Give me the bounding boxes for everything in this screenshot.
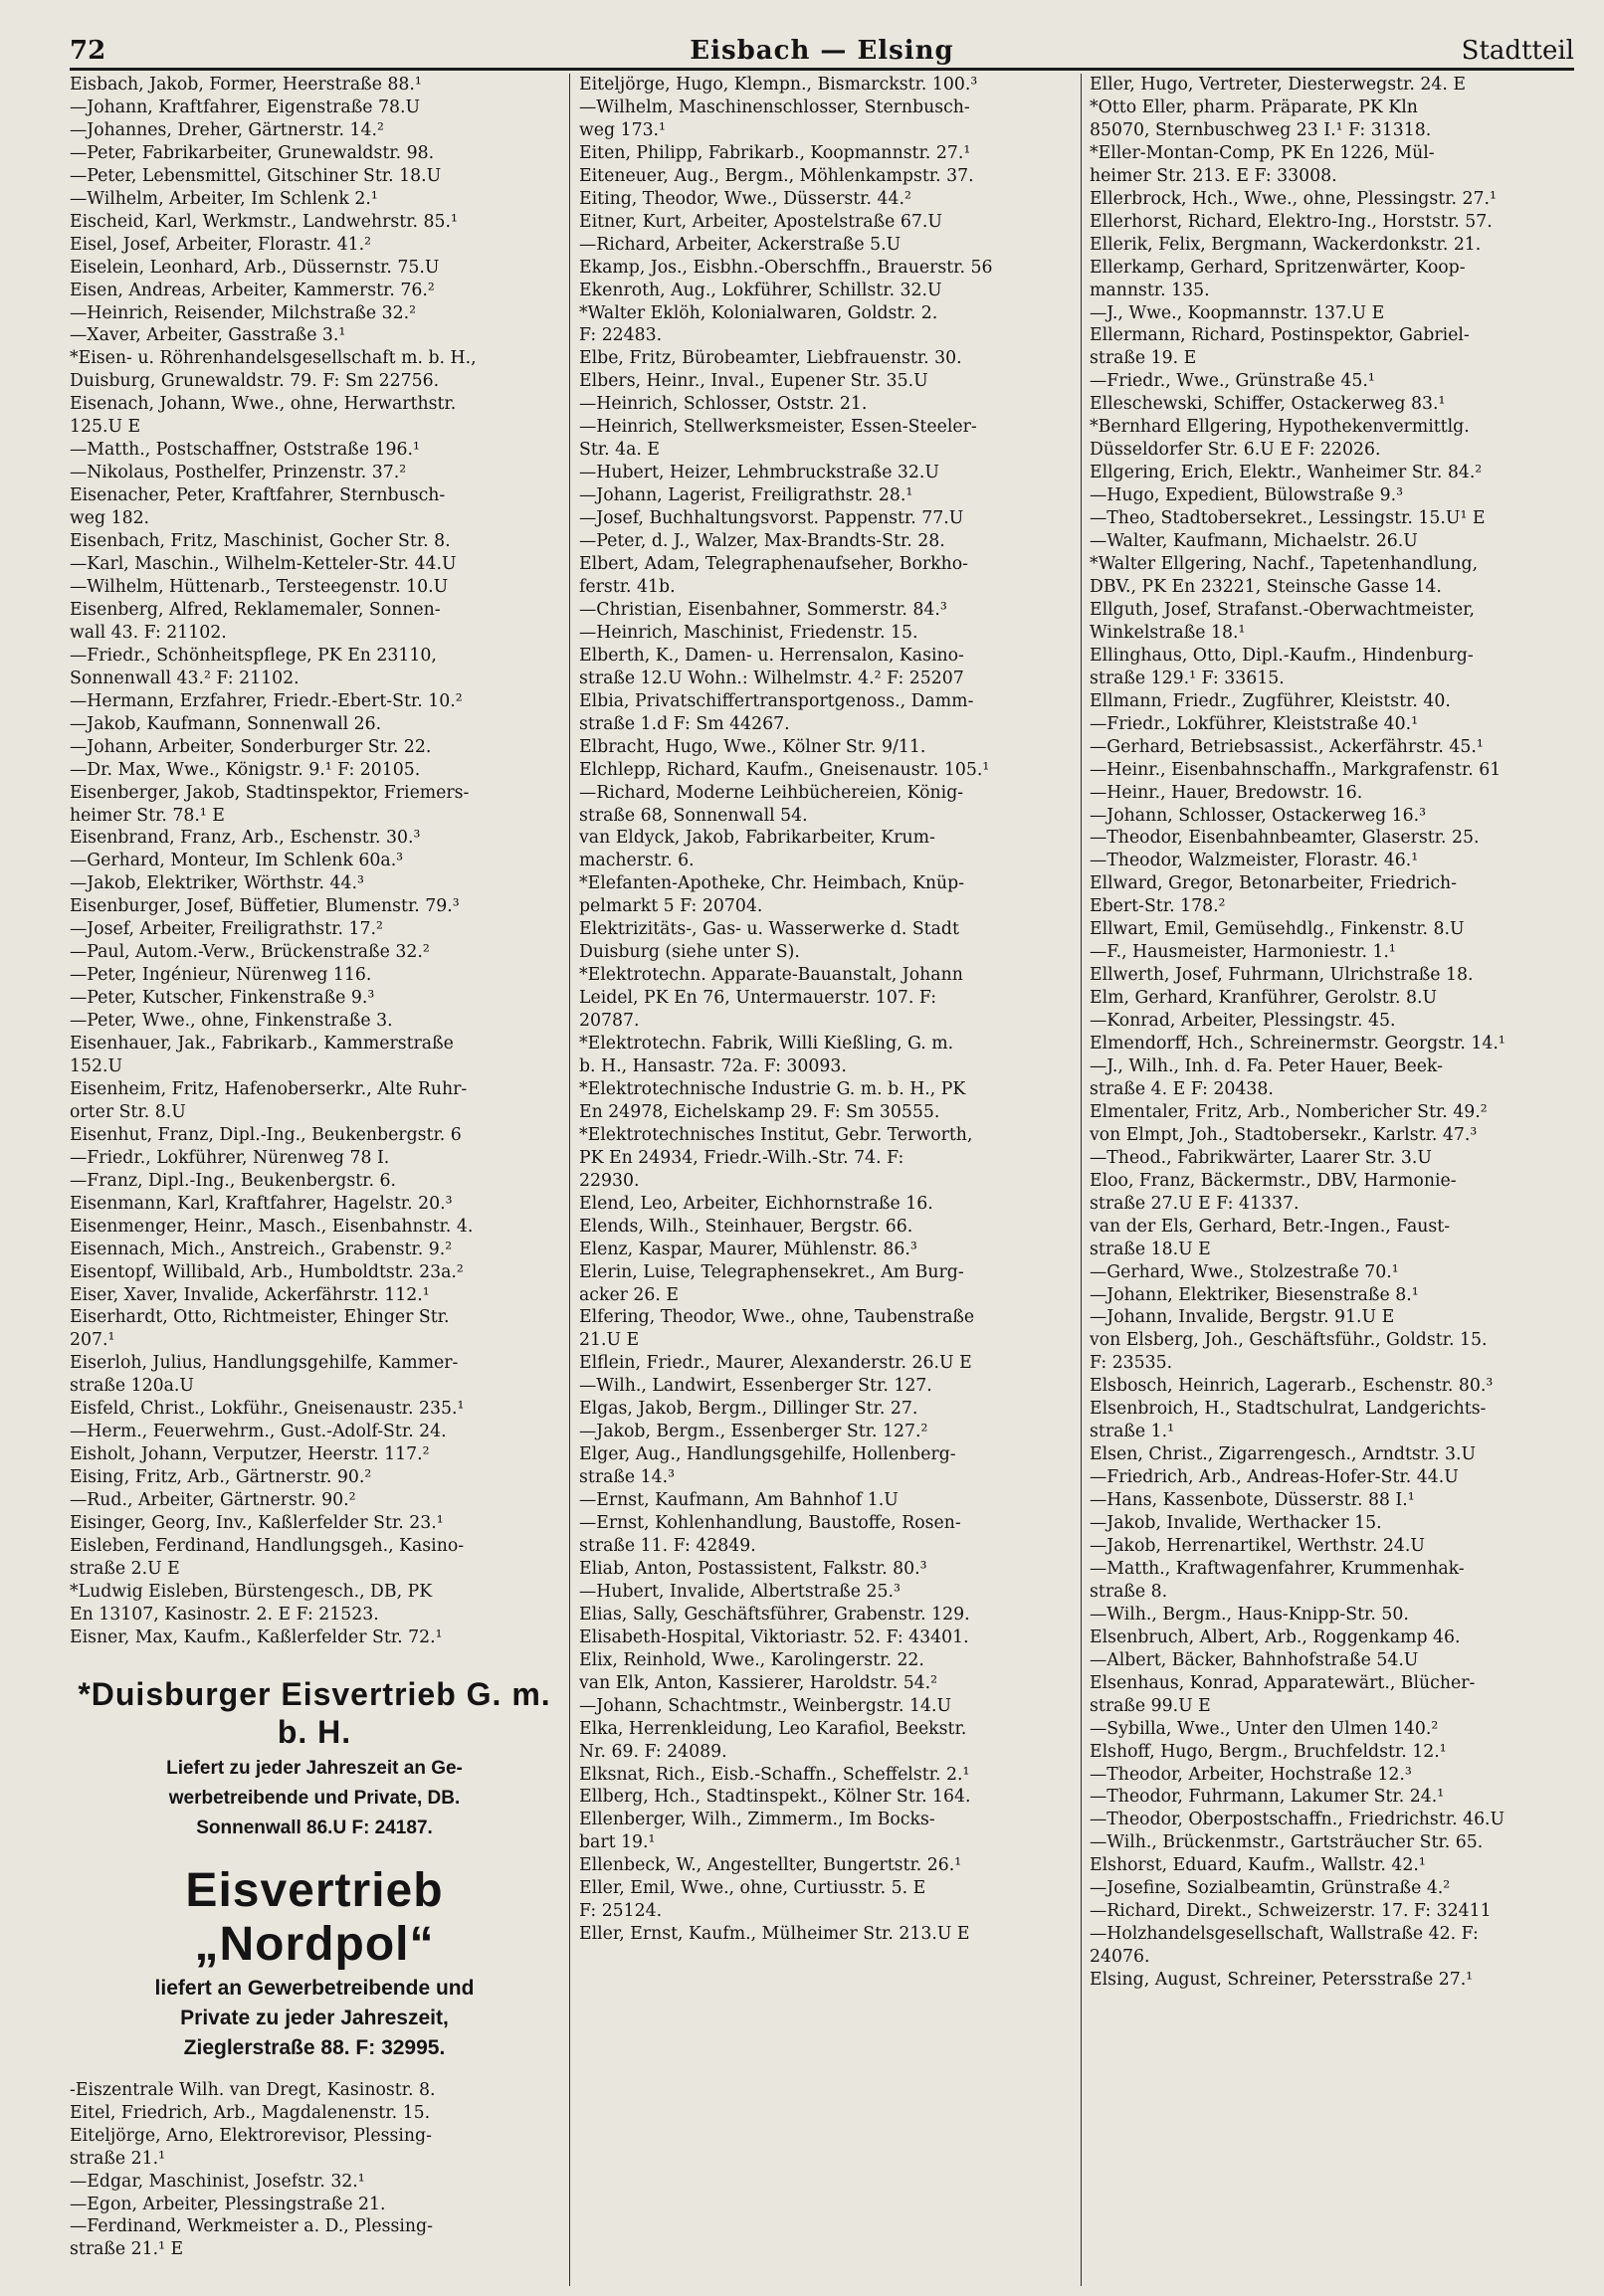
directory-entry-line: bart 19.¹	[579, 1832, 656, 1853]
directory-entry-line: *Walter Eklöh, Kolonialwaren, Goldstr. 2.	[579, 302, 938, 323]
directory-entry-line: Nr. 69. F: 24089.	[579, 1741, 727, 1762]
directory-entry-line: Elbers, Heinr., Inval., Eupener Str. 35.U	[579, 371, 928, 392]
directory-entry-line: Elshorst, Eduard, Kaufm., Wallstr. 42.¹	[1090, 1855, 1426, 1876]
directory-entry-line: Ellinghaus, Otto, Dipl.-Kaufm., Hindenburg-	[1090, 645, 1474, 666]
directory-entry-line: Elger, Aug., Handlungsgehilfe, Hollenberg-	[579, 1444, 956, 1465]
directory-entry-line: Elbert, Adam, Telegraphenaufseher, Borkho-	[579, 554, 969, 575]
directory-entry-line: Eisenberger, Jakob, Stadtinspektor, Friemers-	[70, 782, 470, 803]
ad-title: Eisvertrieb „Nordpol“	[185, 1863, 444, 1971]
column-1	[70, 74, 559, 2284]
directory-entry-line: Eising, Fritz, Arb., Gärtnerstr. 90.²	[70, 1467, 372, 1488]
directory-entry-line: —Gerhard, Monteur, Im Schlenk 60a.³	[70, 851, 404, 871]
directory-entry-line: —Wilh., Bergm., Haus-Knipp-Str. 50.	[1090, 1604, 1409, 1625]
directory-entry-line: —Hans, Kassenbote, Düsserstr. 88 I.¹	[1090, 1490, 1415, 1511]
directory-entry-line: —Peter, Wwe., ohne, Finkenstraße 3.	[70, 1011, 393, 1032]
directory-entry-line: —Theodor, Fuhrmann, Lakumer Str. 24.¹	[1090, 1787, 1445, 1808]
directory-entry-line: *Elefanten-Apotheke, Chr. Heimbach, Knüp-	[579, 873, 965, 894]
directory-entry-line: heimer Str. 213. E F: 33008.	[1090, 165, 1337, 186]
directory-entry-line: Ellenbeck, W., Angestellter, Bungertstr. 26.¹	[579, 1855, 962, 1876]
directory-entry-line: Eller, Emil, Wwe., ohne, Curtiusstr. 5. E	[579, 1878, 926, 1899]
directory-entry-line: Elbracht, Hugo, Wwe., Kölner Str. 9/11.	[579, 736, 926, 757]
directory-entry-line: *Eisen- u. Röhrenhandelsgesellschaft m. b. H.,	[70, 348, 477, 369]
directory-entry-line: —Peter, Lebensmittel, Gitschiner Str. 18.U	[70, 165, 442, 186]
column-divider	[1081, 74, 1082, 2286]
directory-entry-line: acker 26. E	[579, 1284, 680, 1305]
directory-entry-line: weg 182.	[70, 508, 150, 529]
directory-entry-line: straße 21.¹	[70, 2148, 166, 2169]
directory-entry-line: Elsenbruch, Albert, Arb., Roggenkamp 46.	[1090, 1626, 1461, 1647]
directory-entry-line: —Richard, Direkt., Schweizerstr. 17. F: 32411	[1090, 1901, 1492, 1922]
directory-entry-line: —Gerhard, Betriebsassist., Ackerfährstr. 45.¹	[1090, 736, 1484, 757]
directory-entry-line: —Herm., Feuerwehrm., Gust.-Adolf-Str. 24.	[70, 1422, 447, 1442]
directory-entry-line: —Egon, Arbeiter, Plessingstraße 21.	[70, 2194, 386, 2214]
directory-entry-line: —Albert, Bäcker, Bahnhofstraße 54.U	[1090, 1649, 1419, 1670]
directory-entry-line: 85070, Sternbuschweg 23 I.¹ F: 31318.	[1090, 119, 1432, 140]
directory-entry-line: Eisholt, Johann, Verputzer, Heerstr. 117.²	[70, 1444, 430, 1465]
advertisement-duisburger-eisvertrieb	[70, 1675, 559, 1840]
directory-entry-line: Elbe, Fritz, Bürobeamter, Liebfrauenstr. 30.	[579, 348, 962, 369]
directory-entry-line: Eiserhardt, Otto, Richtmeister, Ehinger Str.	[70, 1307, 450, 1328]
directory-entry-line: Ellerhorst, Richard, Elektro-Ing., Horststr. 57.	[1090, 211, 1493, 232]
directory-entry-line: Eisen, Andreas, Arbeiter, Kammerstr. 76.²	[70, 280, 435, 300]
directory-entry-line: —Ernst, Kohlenhandlung, Baustoffe, Rosen-	[579, 1513, 961, 1534]
directory-entry-line: Eisbach, Jakob, Former, Heerstraße 88.¹	[70, 75, 422, 95]
directory-entry-line: —Jakob, Invalide, Werthacker 15.	[1090, 1513, 1382, 1534]
directory-entry-line: Eiteljörge, Hugo, Klempn., Bismarckstr. 100.³	[579, 75, 978, 95]
directory-entry-line: Eiselein, Leonhard, Arb., Düssernstr. 75.U	[70, 257, 440, 278]
directory-entry-line: Elenz, Kaspar, Maurer, Mühlenstr. 86.³	[579, 1239, 917, 1259]
directory-entry-line: —Hugo, Expedient, Bülowstraße 9.³	[1090, 485, 1404, 506]
directory-entry-line: Eloo, Franz, Bäckermstr., DBV, Harmonie-	[1090, 1170, 1457, 1191]
directory-entry-line: —Friedr., Lokführer, Nürenweg 78 I.	[70, 1147, 390, 1168]
directory-entry-line: Eischeid, Karl, Werkmstr., Landwehrstr. 85.¹	[70, 211, 458, 232]
directory-entry-line: weg 173.¹	[579, 119, 666, 140]
column-3	[1090, 74, 1577, 2284]
directory-entry-line: —Theodor, Walzmeister, Florastr. 46.¹	[1090, 851, 1419, 871]
ad-line: Liefert zu jeder Jahreszeit an Ge-	[166, 1757, 463, 1779]
directory-entry-line: PK En 24934, Friedr.-Wilh.-Str. 74. F:	[579, 1147, 904, 1168]
directory-entry-line: Ekamp, Jos., Eisbhn.-Oberschffn., Brauerstr. 56	[579, 257, 993, 278]
column-1-entries-top	[70, 74, 559, 1649]
directory-entry-line: straße 14.³	[579, 1467, 676, 1488]
directory-entry-line: Ellenberger, Wilh., Zimmerm., Im Bocks-	[579, 1810, 935, 1830]
directory-entry-line: —Wilhelm, Maschinenschlosser, Sternbusch-	[579, 96, 970, 117]
directory-entry-line: -Eiszentrale Wilh. van Dregt, Kasinostr. 8.	[70, 2079, 436, 2100]
column-2-entries	[579, 74, 1072, 1946]
directory-entry-line: Elksnat, Rich., Eisb.-Schaffn., Scheffelstr. 2.¹	[579, 1764, 970, 1785]
directory-entry-line: F: 23535.	[1090, 1353, 1173, 1374]
directory-entry-line: —Holzhandelsgesellschaft, Wallstraße 42. F:	[1090, 1924, 1479, 1945]
directory-entry-line: Elsen, Christ., Zigarrengesch., Arndtstr. 3.U	[1090, 1444, 1477, 1465]
directory-entry-line: —Friedr., Lokführer, Kleiststraße 40.¹	[1090, 713, 1419, 734]
directory-entry-line: *Walter Ellgering, Nachf., Tapetenhandlung,	[1090, 554, 1479, 575]
directory-entry-line: —Peter, d. J., Walzer, Max-Brandts-Str. 28.	[579, 531, 945, 552]
directory-entry-line: —Jakob, Kaufmann, Sonnenwall 26.	[70, 713, 382, 734]
advertisement-nordpol	[70, 1864, 559, 2061]
directory-entry-line: b. H., Hansastr. 72a. F: 30093.	[579, 1055, 847, 1076]
directory-entry-line: Elsenbroich, H., Stadtschulrat, Landgerichts-	[1090, 1399, 1487, 1420]
directory-entry-line: Eisenacher, Peter, Kraftfahrer, Sternbusch-	[70, 485, 446, 506]
running-head: Eisbach — Elsing	[690, 36, 954, 66]
directory-entry-line: —Walter, Kaufmann, Michaelstr. 26.U	[1090, 531, 1418, 552]
directory-entry-line: 152.U	[70, 1055, 123, 1076]
directory-entry-line: En 24978, Eichelskamp 29. F: Sm 30555.	[579, 1101, 940, 1122]
directory-entry-line: Elm, Gerhard, Kranführer, Gerolstr. 8.U	[1090, 988, 1438, 1009]
directory-entry-line: Winkelstraße 18.¹	[1090, 622, 1246, 643]
directory-entry-line: Eisenberg, Alfred, Reklamemaler, Sonnen-	[70, 599, 441, 620]
directory-entry-line: —Edgar, Maschinist, Josefstr. 32.¹	[70, 2171, 365, 2192]
directory-entry-line: —Heinrich, Schlosser, Oststr. 21.	[579, 394, 868, 415]
directory-entry-line: Ellberg, Hch., Stadtinspekt., Kölner Str. 164.	[579, 1787, 971, 1808]
directory-entry-line: Eisentopf, Willibald, Arb., Humboldtstr. 23a.²	[70, 1261, 464, 1282]
directory-entry-line: —Dr. Max, Wwe., Königstr. 9.¹ F: 20105.	[70, 759, 421, 780]
directory-entry-line: straße 2.U E	[70, 1558, 180, 1579]
directory-entry-line: straße 120a.U	[70, 1376, 194, 1397]
directory-entry-line: van der Els, Gerhard, Betr.-Ingen., Faust-	[1090, 1216, 1451, 1237]
directory-entry-line: Ellerbrock, Hch., Wwe., ohne, Plessingstr. 27.¹	[1090, 188, 1497, 209]
directory-entry-line: —Jakob, Elektriker, Wörthstr. 44.³	[70, 873, 364, 894]
directory-entry-line: —Ferdinand, Werkmeister a. D., Plessing-	[70, 2216, 433, 2237]
directory-entry-line: Elmendorff, Hch., Schreinermstr. Georgstr. 14.¹	[1090, 1034, 1505, 1054]
directory-entry-line: straße 11. F: 42849.	[579, 1536, 756, 1556]
directory-entry-line: *Elektrotechnische Industrie G. m. b. H., PK	[579, 1078, 966, 1099]
directory-entry-line: ferstr. 41b.	[579, 576, 676, 597]
directory-entry-line: Elsing, August, Schreiner, Petersstraße 27.¹	[1090, 1970, 1474, 1991]
directory-entry-line: Sonnenwall 43.² F: 21102.	[70, 668, 300, 688]
directory-entry-line: Elias, Sally, Geschäftsführer, Grabenstr. 129.	[579, 1604, 970, 1625]
directory-entry-line: —Josef, Arbeiter, Freiligrathstr. 17.²	[70, 919, 383, 940]
directory-entry-line: Elleschewski, Schiffer, Ostackerweg 83.¹	[1090, 394, 1446, 415]
directory-entry-line: Elends, Wilh., Steinhauer, Bergstr. 66.	[579, 1216, 913, 1237]
directory-entry-line: —Hermann, Erzfahrer, Friedr.-Ebert-Str. 10.²	[70, 690, 463, 711]
directory-entry-line: van Elk, Anton, Kassierer, Haroldstr. 54.²	[579, 1672, 938, 1693]
section-name: Stadtteil	[1461, 36, 1574, 66]
directory-entry-line: Eisenheim, Fritz, Hafenoberserkr., Alte Ruhr-	[70, 1078, 468, 1099]
directory-entry-line: 21.U E	[579, 1330, 640, 1351]
directory-entry-line: Eliab, Anton, Postassistent, Falkstr. 80.³	[579, 1558, 927, 1579]
directory-entry-line: *Elektrotechn. Fabrik, Willi Kießling, G. m.	[579, 1034, 954, 1054]
directory-entry-line: straße 1.¹	[1090, 1422, 1175, 1442]
directory-entry-line: Elektrizitäts-, Gas- u. Wasserwerke d. Stadt	[579, 919, 959, 940]
directory-entry-line: heimer Str. 78.¹ E	[70, 805, 225, 826]
directory-entry-line: straße 129.¹ F: 33615.	[1090, 668, 1285, 688]
directory-entry-line: —J., Wilh., Inh. d. Fa. Peter Hauer, Beek-	[1090, 1055, 1443, 1076]
directory-entry-line: Elerin, Luise, Telegraphensekret., Am Burg-	[579, 1261, 964, 1282]
directory-entry-line: —Theo, Stadtobersekret., Lessingstr. 15.U¹ E	[1090, 508, 1486, 529]
directory-entry-line: —Jakob, Herrenartikel, Werthstr. 24.U	[1090, 1536, 1425, 1556]
directory-entry-line: —Hubert, Heizer, Lehmbruckstraße 32.U	[579, 463, 939, 483]
directory-entry-line: Ekenroth, Aug., Lokführer, Schillstr. 32.U	[579, 280, 942, 300]
directory-entry-line: Elend, Leo, Arbeiter, Eichhornstraße 16.	[579, 1193, 933, 1214]
directory-entry-line: Elka, Herrenkleidung, Leo Karafiol, Beekstr.	[579, 1718, 967, 1739]
directory-entry-line: Str. 4a. E	[579, 440, 661, 461]
directory-entry-line: —Johann, Schachtmstr., Weinbergstr. 14.U	[579, 1695, 952, 1716]
directory-entry-line: Eisenbrand, Franz, Arb., Eschenstr. 30.³	[70, 828, 421, 849]
directory-entry-line: Eiser, Xaver, Invalide, Ackerfährstr. 112.¹	[70, 1284, 430, 1305]
directory-entry-line: Leidel, PK En 76, Untermauerstr. 107. F:	[579, 988, 937, 1009]
directory-entry-line: —Josefine, Sozialbeamtin, Grünstraße 4.²	[1090, 1878, 1451, 1899]
ad-line: Zieglerstraße 88. F: 32995.	[183, 2035, 446, 2059]
directory-entry-line: Eisenbach, Fritz, Maschinist, Gocher Str. 8.	[70, 531, 451, 552]
directory-entry-line: van Eldyck, Jakob, Fabrikarbeiter, Krum-	[579, 828, 935, 849]
column-divider	[569, 74, 570, 2286]
column-3-entries	[1090, 74, 1577, 1992]
directory-entry-line: Elmentaler, Fritz, Arb., Nombericher Str. 49.²	[1090, 1101, 1488, 1122]
directory-entry-line: —Theodor, Eisenbahnbeamter, Glaserstr. 25.	[1090, 828, 1480, 849]
directory-entry-line: Eiserloh, Julius, Handlungsgehilfe, Kammer-	[70, 1353, 459, 1374]
directory-entry-line: —Ernst, Kaufmann, Am Bahnhof 1.U	[579, 1490, 899, 1511]
directory-entry-line: —F., Hausmeister, Harmoniestr. 1.¹	[1090, 942, 1396, 963]
directory-entry-line: —Heinrich, Reisender, Milchstraße 32.²	[70, 302, 417, 323]
directory-entry-line: —Hubert, Invalide, Albertstraße 25.³	[579, 1581, 901, 1602]
directory-entry-line: Elflein, Friedr., Maurer, Alexanderstr. 26.U E	[579, 1353, 972, 1374]
directory-entry-line: —Wilh., Brückenmstr., Gartsträucher Str. 65.	[1090, 1832, 1484, 1853]
directory-entry-line: mannstr. 135.	[1090, 280, 1210, 300]
directory-entry-line: Ellgering, Erich, Elektr., Wanheimer Str. 84.²	[1090, 463, 1483, 483]
directory-entry-line: —Richard, Arbeiter, Ackerstraße 5.U	[579, 234, 902, 255]
directory-entry-line: —Karl, Maschin., Wilhelm-Ketteler-Str. 44.U	[70, 554, 457, 575]
directory-entry-line: F: 22483.	[579, 325, 663, 346]
directory-entry-line: Eiten, Philipp, Fabrikarb., Koopmannstr. 27.¹	[579, 142, 971, 163]
directory-entry-line: DBV., PK En 23221, Steinsche Gasse 14.	[1090, 576, 1442, 597]
directory-entry-line: —Johann, Arbeiter, Sonderburger Str. 22.	[70, 736, 432, 757]
directory-entry-line: Elbia, Privatschiffertransportgenoss., Damm-	[579, 690, 974, 711]
directory-entry-line: —Johann, Invalide, Bergstr. 91.U E	[1090, 1307, 1395, 1328]
directory-entry-line: Ellerkamp, Gerhard, Spritzenwärter, Koop-	[1090, 257, 1466, 278]
directory-entry-line: —Josef, Buchhaltungsvorst. Pappenstr. 77.U	[579, 508, 964, 529]
directory-entry-line: —Heinr., Hauer, Bredowstr. 16.	[1090, 782, 1363, 803]
directory-entry-line: —Theodor, Oberpostschaffn., Friedrichstr. 46.U	[1090, 1810, 1505, 1830]
header-rule	[70, 68, 1574, 71]
directory-entry-line: Eller, Ernst, Kaufm., Mülheimer Str. 213.U E	[579, 1924, 970, 1945]
directory-entry-line: von Elmpt, Joh., Stadtobersekr., Karlstr. 47.³	[1090, 1124, 1478, 1145]
directory-entry-line: —Jakob, Bergm., Essenberger Str. 127.²	[579, 1422, 928, 1442]
ad-line: Sonnenwall 86.U F: 24187.	[196, 1817, 433, 1838]
directory-entry-line: *Elektrotechnisches Institut, Gebr. Terworth,	[579, 1124, 973, 1145]
directory-entry-line: Ellwerth, Josef, Fuhrmann, Ulrichstraße 18.	[1090, 965, 1474, 986]
directory-entry-line: —Johann, Lagerist, Freiligrathstr. 28.¹	[579, 485, 913, 506]
directory-entry-line: En 13107, Kasinostr. 2. E F: 21523.	[70, 1604, 379, 1625]
directory-entry-line: 125.U E	[70, 417, 141, 438]
directory-entry-line: Eisfeld, Christ., Lokführ., Gneisenaustr. 235.¹	[70, 1399, 465, 1420]
directory-entry-line: —Heinrich, Stellwerksmeister, Essen-Steeler-	[579, 417, 977, 438]
directory-entry-line: —Franz, Dipl.-Ing., Beukenbergstr. 6.	[70, 1170, 397, 1191]
directory-entry-line: —Peter, Fabrikarbeiter, Grunewaldstr. 98.	[70, 142, 435, 163]
directory-entry-line: 20787.	[579, 1011, 640, 1032]
directory-entry-line: —Matth., Postschaffner, Oststraße 196.¹	[70, 440, 420, 461]
directory-entry-line: Elfering, Theodor, Wwe., ohne, Taubenstraße	[579, 1307, 975, 1328]
directory-entry-line: *Ludwig Eisleben, Bürstengesch., DB, PK	[70, 1581, 433, 1602]
directory-entry-line: —Matth., Kraftwagenfahrer, Krummenhak-	[1090, 1558, 1465, 1579]
directory-entry-line: Düsseldorfer Str. 6.U E F: 22026.	[1090, 440, 1381, 461]
directory-entry-line: Eisenburger, Josef, Büffetier, Blumenstr. 79.³	[70, 896, 460, 917]
directory-entry-line: —Peter, Kutscher, Finkenstraße 9.³	[70, 988, 375, 1009]
directory-entry-line: pelmarkt 5 F: 20704.	[579, 896, 763, 917]
column-2	[579, 74, 1072, 2284]
directory-entry-line: Ellmann, Friedr., Zugführer, Kleiststr. 40.	[1090, 690, 1451, 711]
directory-entry-line: Duisburg, Grunewaldstr. 79. F: Sm 22756.	[70, 371, 440, 392]
directory-entry-line: Duisburg (siehe unter S).	[579, 942, 800, 963]
directory-entry-line: von Elsberg, Joh., Geschäftsführ., Goldstr. 15.	[1090, 1330, 1488, 1351]
directory-entry-line: —Nikolaus, Posthelfer, Prinzenstr. 37.²	[70, 463, 407, 483]
directory-entry-line: —J., Wwe., Koopmannstr. 137.U E	[1090, 302, 1385, 323]
directory-entry-line: —Wilhelm, Arbeiter, Im Schlenk 2.¹	[70, 188, 378, 209]
directory-entry-line: —Johann, Kraftfahrer, Eigenstraße 78.U	[70, 96, 421, 117]
directory-entry-line: *Bernhard Ellgering, Hypothekenvermittlg.	[1090, 417, 1470, 438]
ad-line: Private zu jeder Jahreszeit,	[180, 2006, 449, 2029]
directory-entry-line: —Theodor, Arbeiter, Hochstraße 12.³	[1090, 1764, 1412, 1785]
directory-entry-line: Eiting, Theodor, Wwe., Düsserstr. 44.²	[579, 188, 911, 209]
directory-entry-line: straße 4. E F: 20438.	[1090, 1078, 1274, 1099]
directory-entry-line: —Friedrich, Arb., Andreas-Hofer-Str. 44.U	[1090, 1467, 1459, 1488]
directory-entry-line: Eiteljörge, Arno, Elektrorevisor, Plessing-	[70, 2125, 432, 2146]
directory-entry-line: —Heinrich, Maschinist, Friedenstr. 15.	[579, 622, 918, 643]
directory-entry-line: —Peter, Ingénieur, Nürenweg 116.	[70, 965, 372, 986]
directory-entry-line: Eisenhauer, Jak., Fabrikarb., Kammerstraße	[70, 1034, 454, 1054]
directory-entry-line: straße 18.U E	[1090, 1239, 1211, 1259]
directory-entry-line: Elchlepp, Richard, Kaufm., Gneisenaustr. 105.¹	[579, 759, 990, 780]
page-header	[70, 36, 1574, 70]
directory-entry-line: Elberth, K., Damen- u. Herrensalon, Kasino-	[579, 645, 964, 666]
directory-entry-line: Eisleben, Ferdinand, Handlungsgeh., Kasino-	[70, 1536, 465, 1556]
ad-title: *Duisburger Eisvertrieb G. m. b. H.	[78, 1675, 551, 1750]
directory-entry-line: Eisel, Josef, Arbeiter, Florastr. 41.²	[70, 234, 372, 255]
directory-entry-line: macherstr. 6.	[579, 851, 695, 871]
directory-entry-line: Eitner, Kurt, Arbeiter, Apostelstraße 67.U	[579, 211, 942, 232]
ad-line: liefert an Gewerbetreibende und	[154, 1976, 475, 2000]
directory-entry-line: —Friedr., Wwe., Grünstraße 45.¹	[1090, 371, 1375, 392]
directory-entry-line: —Gerhard, Wwe., Stolzestraße 70.¹	[1090, 1261, 1399, 1282]
directory-entry-line: Eitel, Friedrich, Arb., Magdalenenstr. 15.	[70, 2102, 431, 2123]
directory-entry-line: Ellerik, Felix, Bergmann, Wackerdonkstr. 21.	[1090, 234, 1482, 255]
directory-entry-line: Eisenhut, Franz, Dipl.-Ing., Beukenbergstr. 6	[70, 1124, 462, 1145]
directory-entry-line: —Friedr., Schönheitspflege, PK En 23110,	[70, 645, 437, 666]
directory-entry-line: Elisabeth-Hospital, Viktoriastr. 52. F: 43401.	[579, 1626, 969, 1647]
directory-entry-line: straße 19. E	[1090, 348, 1197, 369]
directory-entry-line: straße 27.U E F: 41337.	[1090, 1193, 1300, 1214]
directory-entry-line: —Theod., Fabrikwärter, Laarer Str. 3.U	[1090, 1147, 1432, 1168]
directory-entry-line: —Konrad, Arbeiter, Plessingstr. 45.	[1090, 1011, 1396, 1032]
directory-entry-line: Elsbosch, Heinrich, Lagerarb., Eschenstr. 80.³	[1090, 1376, 1494, 1397]
directory-entry-line: wall 43. F: 21102.	[70, 622, 227, 643]
directory-entry-line: —Wilh., Landwirt, Essenberger Str. 127.	[579, 1376, 932, 1397]
directory-entry-line: Ellermann, Richard, Postinspektor, Gabriel-	[1090, 325, 1470, 346]
directory-entry-line: —Wilhelm, Hüttenarb., Tersteegenstr. 10.U	[70, 576, 449, 597]
directory-entry-line: —Paul, Autom.-Verw., Brückenstraße 32.²	[70, 942, 430, 963]
directory-entry-line: straße 12.U Wohn.: Wilhelmstr. 4.² F: 25207	[579, 668, 964, 688]
directory-entry-line: —Christian, Eisenbahner, Sommerstr. 84.³	[579, 599, 947, 620]
directory-entry-line: straße 1.d F: Sm 44267.	[579, 713, 790, 734]
directory-entry-line: *Eller-Montan-Comp, PK En 1226, Mül-	[1090, 142, 1435, 163]
directory-entry-line: straße 8.	[1090, 1581, 1168, 1602]
page-number: 72	[70, 36, 106, 66]
column-1-entries-bottom	[70, 2079, 559, 2262]
directory-entry-line: Ellwart, Emil, Gemüsehdlg., Finkenstr. 8.U	[1090, 919, 1465, 940]
directory-entry-line: Eisinger, Georg, Inv., Kaßlerfelder Str. 23.¹	[70, 1513, 444, 1534]
directory-entry-line: straße 99.U E	[1090, 1695, 1211, 1716]
directory-entry-line: Eiteneuer, Aug., Bergm., Möhlenkampstr. 37.	[579, 165, 974, 186]
directory-entry-line: —Johannes, Dreher, Gärtnerstr. 14.²	[70, 119, 384, 140]
directory-entry-line: Eisner, Max, Kaufm., Kaßlerfelder Str. 72.¹	[70, 1626, 443, 1647]
directory-entry-line: *Otto Eller, pharm. Präparate, PK Kln	[1090, 96, 1418, 117]
directory-entry-line: Ellguth, Josef, Strafanst.-Oberwachtmeister,	[1090, 599, 1476, 620]
directory-entry-line: —Johann, Schlosser, Ostackerweg 16.³	[1090, 805, 1427, 826]
directory-entry-line: 22930.	[579, 1170, 640, 1191]
directory-entry-line: Ellward, Gregor, Betonarbeiter, Friedrich-	[1090, 873, 1457, 894]
directory-entry-line: 207.¹	[70, 1330, 115, 1351]
directory-entry-line: Elgas, Jakob, Bergm., Dillinger Str. 27.	[579, 1399, 918, 1420]
directory-entry-line: F: 25124.	[579, 1901, 663, 1922]
directory-entry-line: Elix, Reinhold, Wwe., Karolingerstr. 22.	[579, 1649, 924, 1670]
directory-entry-line: —Richard, Moderne Leihbüchereien, König-	[579, 782, 964, 803]
directory-entry-line: straße 21.¹ E	[70, 2239, 184, 2260]
directory-entry-line: Eisenmenger, Heinr., Masch., Eisenbahnstr. 4.	[70, 1216, 474, 1237]
directory-entry-line: Ebert-Str. 178.²	[1090, 896, 1226, 917]
directory-entry-line: —Rud., Arbeiter, Gärtnerstr. 90.²	[70, 1490, 356, 1511]
directory-entry-line: Eller, Hugo, Vertreter, Diesterwegstr. 24. E	[1090, 75, 1466, 95]
directory-entry-line: Eisenmann, Karl, Kraftfahrer, Hagelstr. 20.³	[70, 1193, 453, 1214]
directory-entry-line: *Elektrotechn. Apparate-Bauanstalt, Johann	[579, 965, 963, 986]
directory-entry-line: Elsenhaus, Konrad, Apparatewärt., Blücher-	[1090, 1672, 1476, 1693]
directory-entry-line: —Sybilla, Wwe., Unter den Ulmen 140.²	[1090, 1718, 1439, 1739]
ad-line: werbetreibende und Private, DB.	[168, 1787, 461, 1809]
directory-entry-line: straße 68, Sonnenwall 54.	[579, 805, 808, 826]
directory-entry-line: orter Str. 8.U	[70, 1101, 186, 1122]
directory-entry-line: Eisenach, Johann, Wwe., ohne, Herwarthstr.	[70, 394, 457, 415]
directory-entry-line: Eisennach, Mich., Anstreich., Grabenstr. 9.²	[70, 1239, 453, 1259]
directory-entry-line: —Xaver, Arbeiter, Gasstraße 3.¹	[70, 325, 346, 346]
directory-entry-line: 24076.	[1090, 1947, 1150, 1968]
directory-entry-line: —Johann, Elektriker, Biesenstraße 8.¹	[1090, 1284, 1419, 1305]
directory-entry-line: Elshoff, Hugo, Bergm., Bruchfeldstr. 12.¹	[1090, 1741, 1447, 1762]
directory-entry-line: —Heinr., Eisenbahnschaffn., Markgrafenstr. 61	[1090, 759, 1502, 780]
